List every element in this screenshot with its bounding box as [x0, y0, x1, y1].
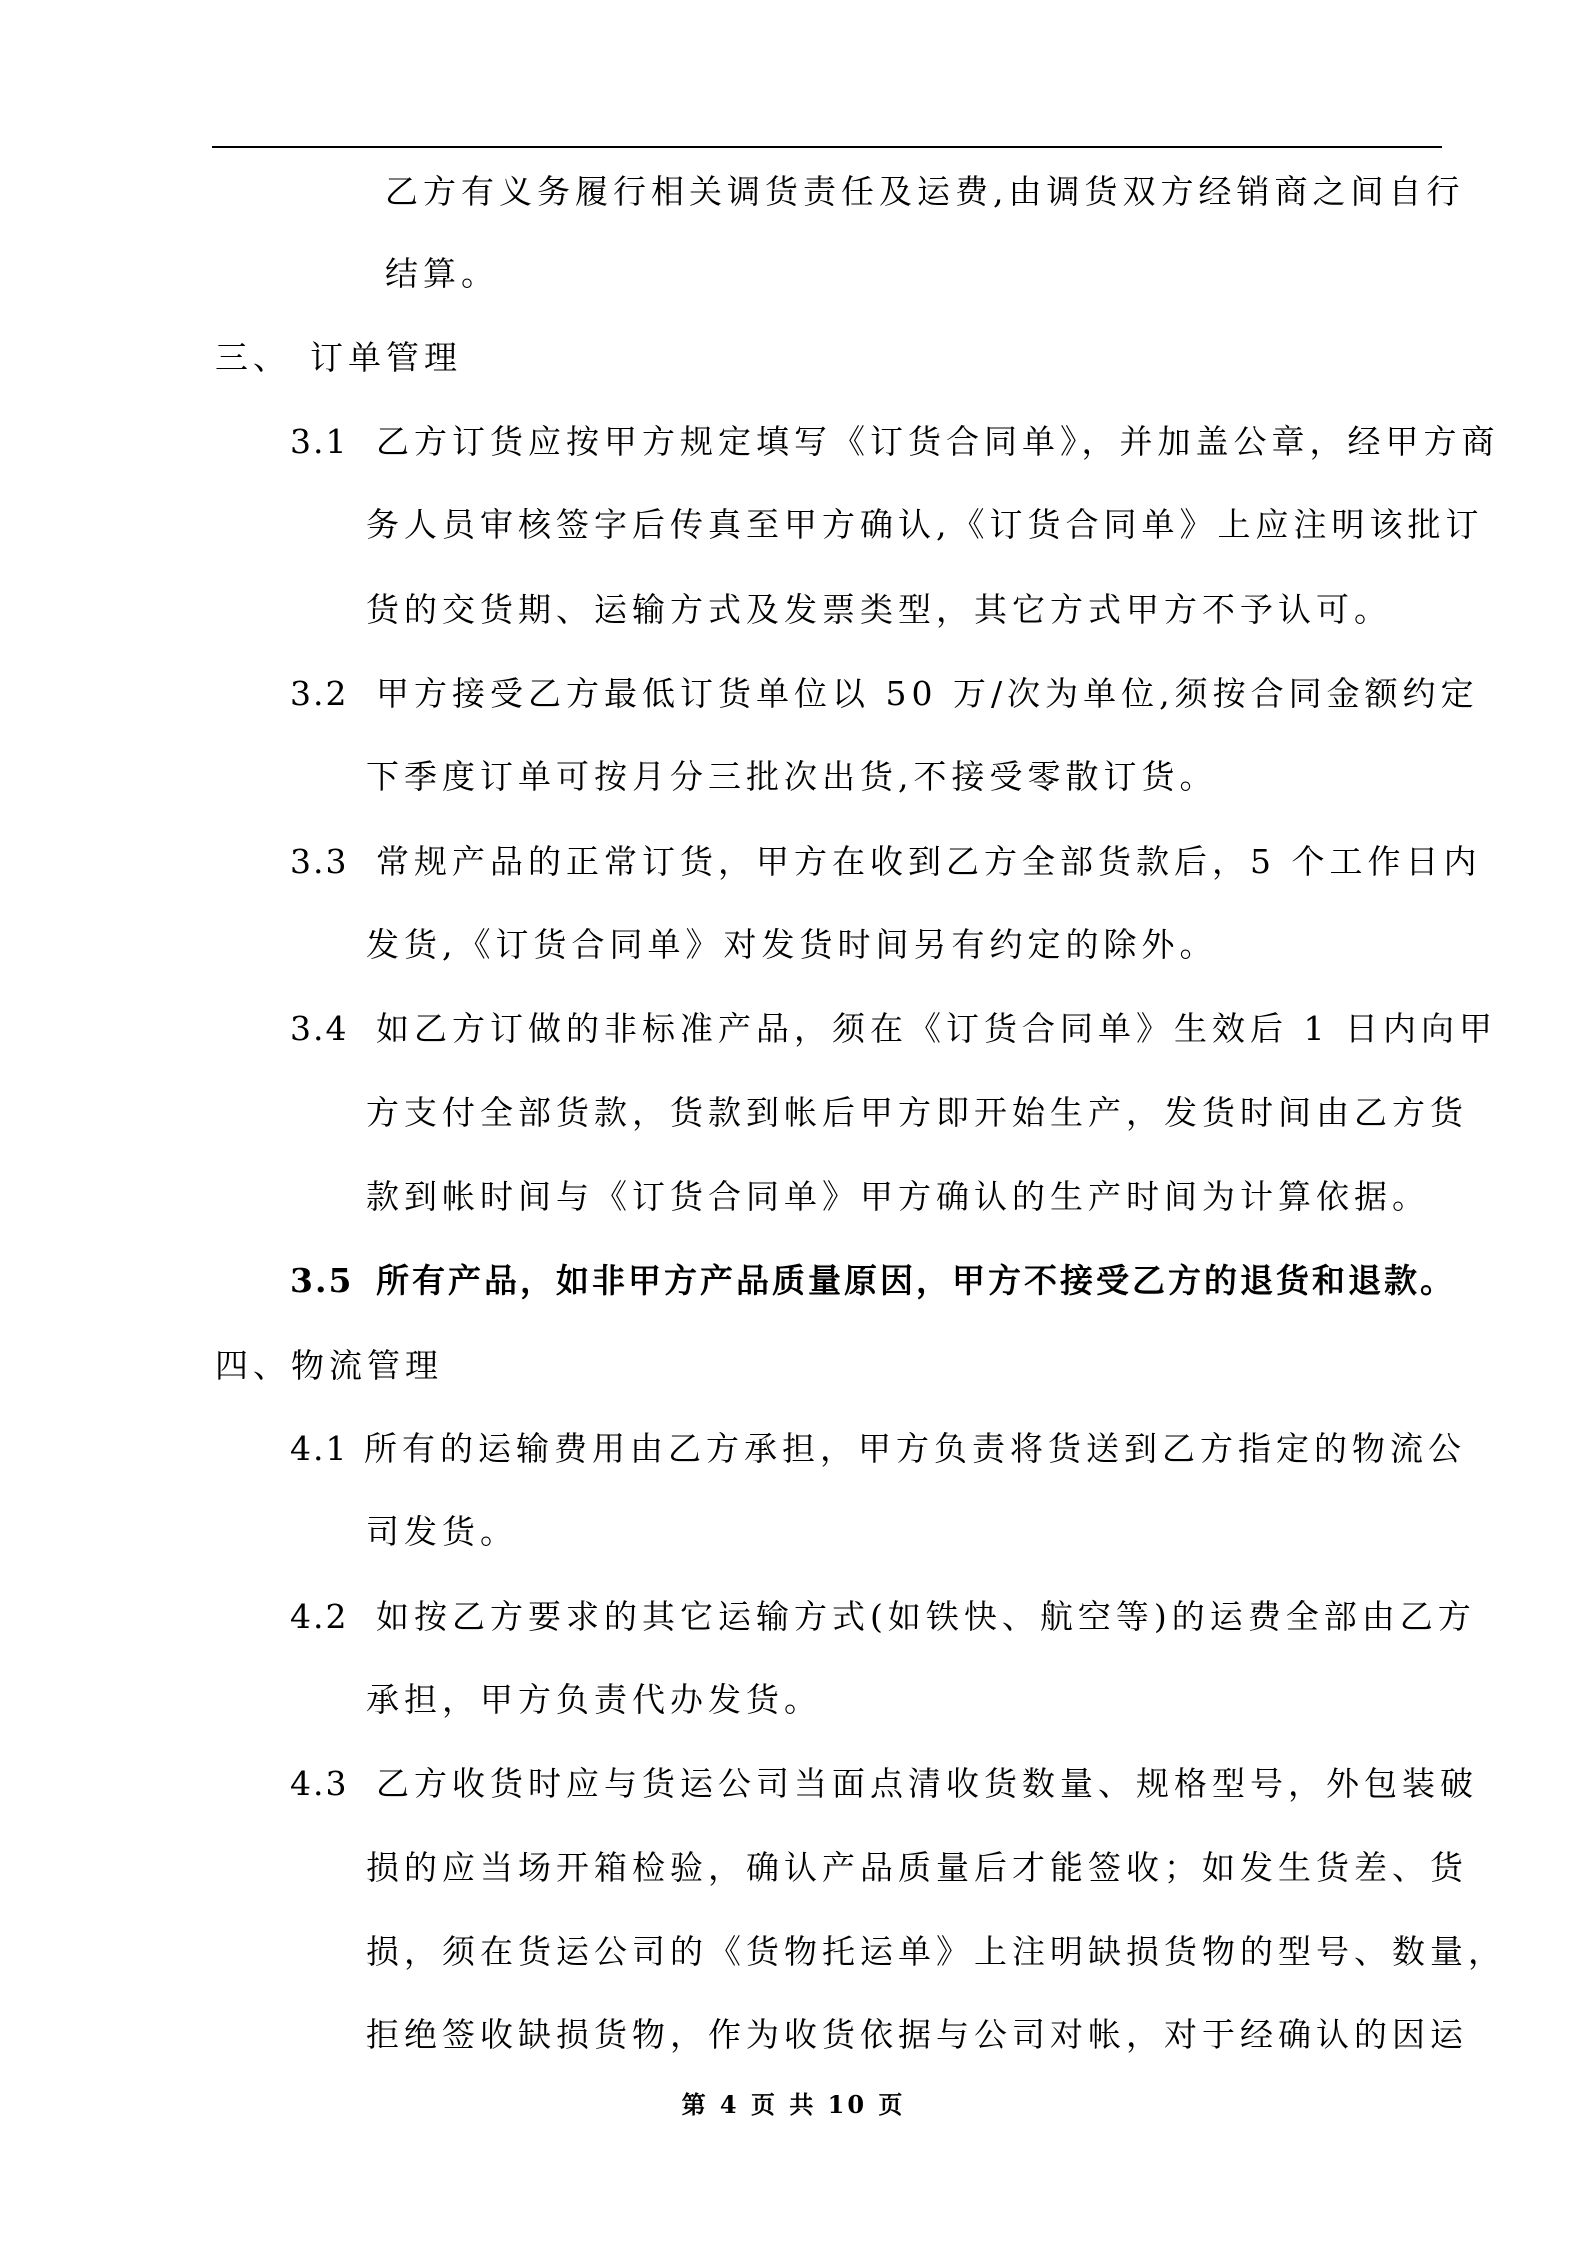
paragraph-line: 货的交货期、运输方式及发票类型，其它方式甲方不予认可。: [366, 590, 1392, 629]
clause-number: 4.2: [290, 1597, 349, 1636]
clause-number: 3.2: [290, 674, 349, 713]
paragraph-line: 发货,《订货合同单》对发货时间另有约定的除外。: [366, 925, 1218, 964]
clause-text: 所有的运输费用由乙方承担，甲方负责将货送到乙方指定的物流公: [364, 1429, 1466, 1468]
clause-3-3: [290, 842, 1482, 882]
paragraph-line: 司发货。: [366, 1512, 518, 1551]
section-heading: 四、物流管理: [215, 1346, 443, 1385]
paragraph-line: 乙方有义务履行相关调货责任及运费,由调货双方经销商之间自行: [385, 172, 1465, 211]
clause-text: 常规产品的正常订货，甲方在收到乙方全部货款后，5 个工作日内: [376, 842, 1482, 881]
paragraph-line: 下季度订单可按月分三批次出货,不接受零散订货。: [366, 757, 1218, 796]
paragraph-line: 款到帐时间与《订货合同单》甲方确认的生产时间为计算依据。: [366, 1177, 1430, 1216]
paragraph-line: 损的应当场开箱检验，确认产品质量后才能签收；如发生货差、货: [366, 1848, 1468, 1887]
clause-text: 乙方订货应按甲方规定填写《订货合同单》，并加盖公章，经甲方商: [376, 422, 1500, 461]
clause-number: 4.3: [290, 1764, 349, 1803]
section-title: 订单管理: [310, 338, 462, 377]
clause-text: 甲方接受乙方最低订货单位以 50 万/次为单位,须按合同金额约定: [376, 674, 1479, 713]
paragraph-line: 结算。: [385, 254, 499, 293]
clause-number: 3.4: [290, 1009, 349, 1048]
clause-number: 3.1: [290, 422, 349, 461]
paragraph-line: 损，须在货运公司的《货物托运单》上注明缺损货物的型号、数量，: [366, 1932, 1506, 1971]
paragraph-line: 拒绝签收缺损货物，作为收货依据与公司对帐，对于经确认的因运: [366, 2015, 1468, 2054]
clause-text: 所有产品，如非甲方产品质量原因，甲方不接受乙方的退货和退款。: [376, 1261, 1456, 1300]
clause-text: 如乙方订做的非标准产品，须在《订货合同单》生效后 1 日内向甲: [376, 1009, 1497, 1048]
clause-number: 3.5: [290, 1261, 354, 1300]
clause-4-1: [290, 1429, 1466, 1469]
clause-number: 3.3: [290, 842, 349, 881]
clause-4-3: [290, 1764, 1478, 1804]
clause-4-2: [290, 1597, 1476, 1637]
paragraph-line: 承担，甲方负责代办发货。: [366, 1680, 822, 1719]
clause-3-4: [290, 1009, 1497, 1049]
paragraph-line: 方支付全部货款，货款到帐后甲方即开始生产，发货时间由乙方货: [366, 1093, 1468, 1132]
clause-number: 4.1: [290, 1429, 349, 1468]
section-number: 三、: [215, 338, 291, 377]
header-rule: [212, 146, 1442, 148]
clause-3-1: [290, 422, 1500, 462]
clause-text: 如按乙方要求的其它运输方式(如铁快、航空等)的运费全部由乙方: [376, 1597, 1476, 1636]
section-heading: [215, 338, 462, 378]
clause-3-5: [290, 1261, 1456, 1301]
clause-text: 乙方收货时应与货运公司当面点清收货数量、规格型号，外包装破: [376, 1764, 1478, 1803]
clause-3-2: [290, 674, 1479, 714]
paragraph-line: 务人员审核签字后传真至甲方确认,《订货合同单》上应注明该批订: [366, 505, 1484, 544]
page-footer: 第 4 页 共 10 页: [681, 2090, 906, 2119]
